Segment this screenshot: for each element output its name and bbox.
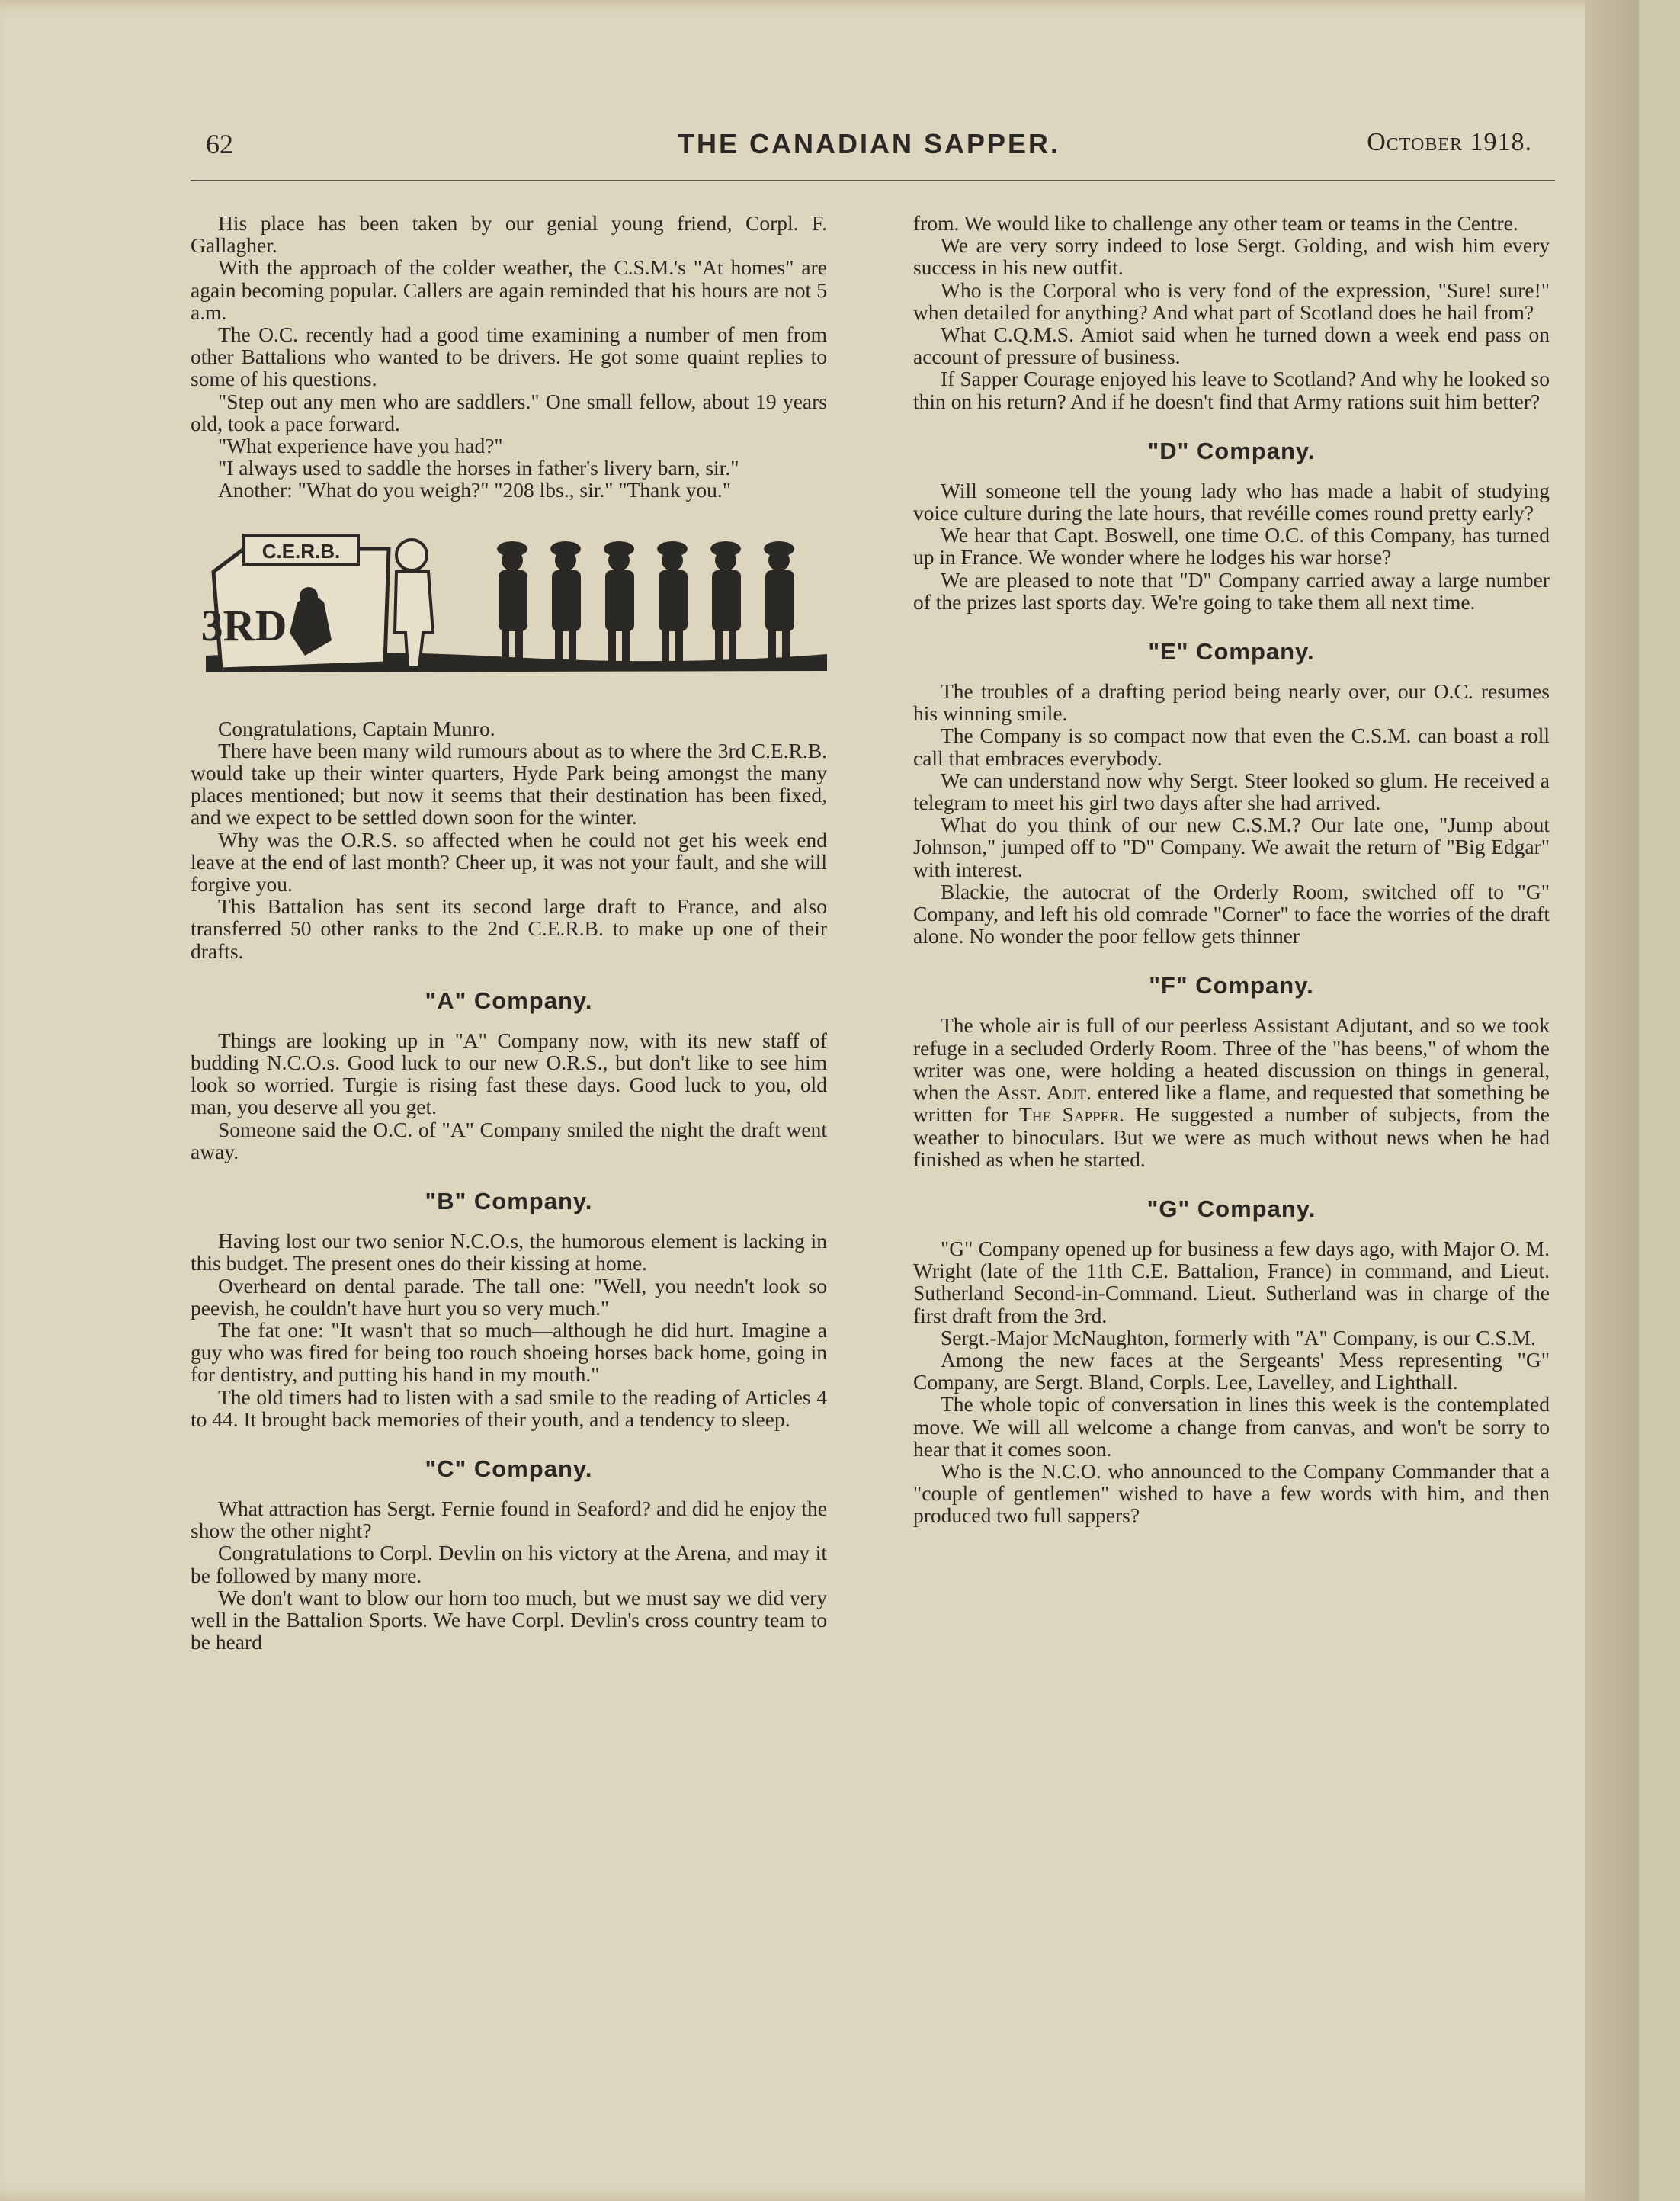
right-column: [913, 212, 1550, 1527]
paragraph: We hear that Capt. Boswell, one time O.C. of this Company, has turned up in France. We wonder where he lodges his war horse?: [913, 523, 1550, 570]
paragraph: Sergt.-Major McNaughton, formerly with "A" Company, is our C.S.M.: [941, 1325, 1536, 1349]
paragraph: We are pleased to note that "D" Company carried away a large number of the prizes last sports day. We're going to take them all next time.: [913, 567, 1550, 614]
masthead: THE CANADIAN SAPPER.: [677, 128, 1061, 159]
paragraph: With the approach of the colder weather, the C.S.M.'s "At homes" are again becoming popular. Callers are again reminded that his hours are not 5 a.m.: [191, 255, 827, 324]
paragraph: Congratulations, Captain Munro.: [218, 716, 495, 740]
paragraph: Having lost our two senior N.C.O.s, the humorous element is lacking in this budget. The present ones do their kissing at home.: [191, 1229, 827, 1275]
section-heading-a-company: "A" Company.: [425, 987, 593, 1014]
paragraph: "G" Company opened up for business a few days ago, with Major O. M. Wright (late of the 11th C.E. Battalion, France) in command, and Lieut. Sutherland Second-in-Command. Lieut. Sutherland was in charge of the first draft from the 3rd.: [913, 1236, 1550, 1327]
paragraph: Who is the Corporal who is very fond of the expression, "Sure! sure!" when detailed for anything? And what part of Scotland does he hail from?: [913, 278, 1550, 324]
paragraph: The fat one: "It wasn't that so much—although he did hurt. Imagine a guy who was fired for being too rouch shoeing horses back home, going in for dentistry, and putting his hand in my mouth.": [191, 1317, 827, 1387]
paragraph: His place has been taken by our genial young friend, Corpl. F. Gallagher.: [191, 211, 827, 258]
paragraph: What do you think of our new C.S.M.? Our late one, "Jump about Johnson," jumped off to "D" Company. We await the return of "Big Edgar" with interest.: [913, 813, 1550, 881]
paragraph: The Company is so compact now that even the C.S.M. can boast a roll call that embraces everybody.: [913, 724, 1550, 770]
paragraph: "I always used to saddle the horses in father's livery barn, sir.": [218, 456, 739, 480]
paragraph: "What experience have you had?": [218, 434, 503, 458]
page-header: [206, 128, 1532, 174]
paragraph: This Battalion has sent its second large draft to France, and also transferred 50 other ranks to the 2nd C.E.R.B. to make up one of their drafts.: [191, 894, 827, 963]
paragraph: Someone said the O.C. of "A" Company smiled the night the draft went away.: [191, 1117, 827, 1163]
section-heading-e-company: "E" Company.: [1148, 638, 1315, 666]
cartoon-sign-text: C.E.R.B.: [261, 539, 341, 563]
page-edge: [1585, 0, 1639, 2201]
text-run: The whole air is full of our peerless Assistant Adjutant, and so we took refuge in a secluded Orderly Room. Three of the "has beens," of whom the writer was one, were holding a heated discussion on things in general, when the: [913, 1013, 1550, 1105]
paragraph: What C.Q.M.S. Amiot said when he turned down a week end pass on account of pressure of business.: [913, 322, 1550, 369]
text-run: entered like a flame, and requested that something be written for: [913, 1080, 1550, 1127]
text-run-small-caps: Asst. Adjt.: [995, 1080, 1092, 1105]
paragraph: The troubles of a drafting period being nearly over, our O.C. resumes his winning smile.: [913, 679, 1550, 726]
paragraph: Blackie, the autocrat of the Orderly Room, switched off to "G" Company, and left his old comrade "Corner" to face the worries of the draft alone. No wonder the poor fellow gets thinner: [913, 879, 1550, 948]
section-heading-d-company: "D" Company.: [1147, 437, 1316, 464]
section-heading-c-company: "C" Company.: [425, 1455, 593, 1482]
paragraph: "Step out any men who are saddlers." One small fellow, about 19 years old, took a pace forward.: [191, 389, 827, 435]
paragraph: Another: "What do you weigh?" "208 lbs., sir." "Thank you.": [218, 478, 732, 502]
paragraph: We don't want to blow our horn too much, but we must say we did very well in the Battalion Sports. We have Corpl. Devlin's cross country team to be heard: [191, 1585, 827, 1654]
text-run: He suggested a number of subjects, from the weather to binoculars. But we were as much without news when he had finished as when he started.: [913, 1102, 1550, 1171]
paragraph: Who is the N.C.O. who announced to the Company Commander that a "couple of gentlemen" wished to have a few words with him, and then produced two full sappers?: [913, 1458, 1550, 1528]
battalion-cartoon: [191, 526, 827, 690]
paragraph: Why was the O.R.S. so affected when he could not get his week end leave at the end of last month? Cheer up, it was not your fault, and she will forgive you.: [191, 827, 827, 897]
page-number: 62: [206, 129, 233, 159]
paragraph: If Sapper Courage enjoyed his leave to Scotland? And why he looked so thin on his return? And if he doesn't find that Army rations suit him better?: [913, 367, 1550, 413]
paragraph: [913, 1014, 1550, 1169]
paragraph: What attraction has Sergt. Fernie found in Seaford? and did he enjoy the show the other night?: [191, 1496, 827, 1543]
paragraph: We can understand now why Sergt. Steer looked so glum. He received a telegram to meet his girl two days after she had arrived.: [913, 768, 1550, 815]
paragraph: The O.C. recently had a good time examining a number of men from other Battalions who wanted to be drivers. He got some quaint replies to some of his questions.: [191, 322, 827, 391]
paragraph: Among the new faces at the Sergeants' Mess representing "G" Company, are Sergt. Bland, Corpls. Lee, Lavelley, and Lighthall.: [913, 1347, 1550, 1394]
paragraph: We are very sorry indeed to lose Sergt. Golding, and wish him every success in his new outfit.: [913, 233, 1550, 280]
paragraph: There have been many wild rumours about as to where the 3rd C.E.R.B. would take up their winter quarters, Hyde Park being amongst the many places mentioned; but now it seems that their destination has been fixed, and we expect to be settled down soon for the winter.: [191, 738, 827, 829]
paragraph: from. We would like to challenge any other team or teams in the Centre.: [913, 211, 1518, 235]
issue-date: October 1918.: [1367, 128, 1532, 156]
section-heading-g-company: "G" Company.: [1146, 1195, 1316, 1222]
header-rule: [191, 180, 1555, 181]
left-column: [191, 212, 827, 1653]
text-run-small-caps: The Sapper.: [1018, 1102, 1124, 1127]
cartoon-illustration: [191, 526, 827, 690]
paragraph: Things are looking up in "A" Company now, with its new staff of budding N.C.O.s. Good luck to our new O.R.S., but don't like to see him look so worried. Turgie is rising fast these days. Good luck to you, old man, you deserve all you get.: [191, 1028, 827, 1119]
section-heading-b-company: "B" Company.: [425, 1188, 593, 1215]
section-heading-f-company: "F" Company.: [1149, 972, 1314, 999]
cartoon-number-text: 3RD: [200, 600, 287, 650]
paragraph: Overheard on dental parade. The tall one: "Well, you needn't look so peevish, he couldn't have hurt you so very much.": [191, 1273, 827, 1320]
paragraph: Congratulations to Corpl. Devlin on his victory at the Arena, and may it be followed by many more.: [191, 1541, 827, 1587]
paragraph: The old timers had to listen with a sad smile to the reading of Articles 4 to 44. It brought back memories of their youth, and a tendency to sleep.: [191, 1384, 827, 1431]
paragraph: The whole topic of conversation in lines this week is the contemplated move. We will all welcome a change from canvas, and won't be sorry to hear that it comes soon.: [913, 1392, 1550, 1461]
paragraph: Will someone tell the young lady who has made a habit of studying voice culture during the late hours, that revéille comes round pretty early?: [913, 478, 1550, 525]
